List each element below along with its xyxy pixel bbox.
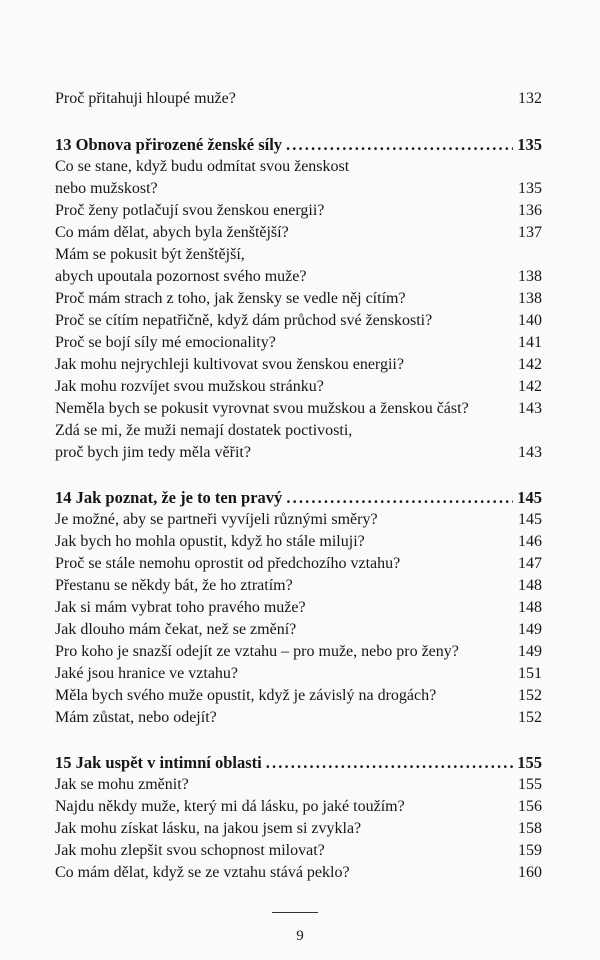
page-ref: 138 [518, 290, 542, 307]
chapter-heading [55, 487, 542, 509]
question-text: Proč se stále nemohu oprostit od předchozího vztahu? [55, 555, 401, 572]
leader-dots [286, 487, 513, 509]
page-ref: 136 [518, 202, 542, 219]
chapter-page: 155 [517, 753, 542, 772]
page-ref: 152 [518, 687, 542, 704]
toc-entry [55, 641, 542, 663]
page-ref: 141 [518, 334, 542, 351]
footer-rule [272, 912, 318, 913]
toc-entry [55, 575, 542, 597]
toc-entry [55, 597, 542, 619]
page-number: 9 [296, 928, 304, 944]
toc-entry [55, 685, 542, 707]
page-ref: 148 [518, 577, 542, 594]
question-text: Proč mám strach z toho, jak žensky se vedle něj cítím? [55, 290, 406, 307]
toc-entry [55, 442, 542, 464]
question-text: Mám zůstat, nebo odejít? [55, 709, 217, 726]
toc-entry [55, 663, 542, 685]
page-ref: 143 [518, 444, 542, 461]
page-ref: 151 [518, 665, 542, 682]
question-text: Jak dlouho mám čekat, než se změní? [55, 621, 297, 638]
question-text: nebo mužskost? [55, 180, 158, 197]
toc-entry [55, 840, 542, 862]
toc-content [55, 0, 542, 960]
toc-entry [55, 88, 542, 110]
toc-entry [55, 288, 542, 310]
question-text: Co mám dělat, když se ze vztahu stává peklo? [55, 864, 350, 881]
question-text: Co mám dělat, abych byla ženštější? [55, 224, 289, 241]
toc-entry [55, 420, 542, 442]
leader-dots [266, 752, 514, 774]
question-text: Zdá se mi, že muži nemají dostatek poctivosti, [55, 422, 353, 439]
chapter-title: 14 Jak poznat, že je to ten pravý [55, 488, 283, 507]
toc-entry [55, 862, 542, 884]
page-ref: 135 [518, 180, 542, 197]
leader-dots [286, 134, 513, 156]
toc-entry [55, 774, 542, 796]
toc-entry [55, 354, 542, 376]
question-text: Pro koho je snazší odejít ze vztahu – pro muže, nebo pro ženy? [55, 643, 459, 660]
question-text: Jak mohu rozvíjet svou mužskou stránku? [55, 378, 324, 395]
question-text: Jak mohu získat lásku, na jakou jsem si zvykla? [55, 820, 362, 837]
toc-entry [55, 509, 542, 531]
chapter-page: 135 [517, 135, 542, 154]
page-ref: 149 [518, 643, 542, 660]
toc-entry [55, 619, 542, 641]
page-ref: 137 [518, 224, 542, 241]
question-text: Proč se cítím nepatřičně, když dám průchod své ženskosti? [55, 312, 433, 329]
chapter-heading [55, 752, 542, 774]
toc-entry [55, 156, 542, 178]
page-ref: 152 [518, 709, 542, 726]
chapter-title: 13 Obnova přirozené ženské síly [55, 135, 283, 154]
question-text: Přestanu se někdy bát, že ho ztratím? [55, 577, 293, 594]
question-text: Měla bych svého muže opustit, když je závislý na drogách? [55, 687, 437, 704]
question-text: Jak mohu zlepšit svou schopnost milovat? [55, 842, 325, 859]
page-ref: 149 [518, 621, 542, 638]
toc-entry [55, 244, 542, 266]
toc-entry [55, 178, 542, 200]
page-ref: 142 [518, 378, 542, 395]
question-text: abych upoutala pozornost svého muže? [55, 268, 307, 285]
question-text: Jak si mám vybrat toho pravého muže? [55, 599, 306, 616]
question-text: Proč se bojí síly mé emocionality? [55, 334, 276, 351]
page-ref: 146 [518, 533, 542, 550]
toc-entry [55, 796, 542, 818]
toc-entry [55, 266, 542, 288]
page-ref: 142 [518, 356, 542, 373]
page-ref: 160 [518, 864, 542, 881]
toc-entry [55, 707, 542, 729]
page-ref: 132 [518, 90, 542, 107]
page-ref: 155 [518, 776, 542, 793]
toc-entry [55, 222, 542, 244]
toc-entry [55, 818, 542, 840]
page-ref: 140 [518, 312, 542, 329]
question-text: proč bych jim tedy měla věřit? [55, 444, 251, 461]
question-text: Je možné, aby se partneři vyvíjeli různými směry? [55, 511, 378, 528]
question-text: Co se stane, když budu odmítat svou ženskost [55, 158, 350, 175]
question-text: Proč ženy potlačují svou ženskou energii? [55, 202, 325, 219]
toc-entry [55, 310, 542, 332]
page-ref: 158 [518, 820, 542, 837]
question-text: Mám se pokusit být ženštější, [55, 246, 245, 263]
page-ref: 138 [518, 268, 542, 285]
toc-entry [55, 398, 542, 420]
question-text: Jak se mohu změnit? [55, 776, 189, 793]
toc-entry [55, 376, 542, 398]
toc-entry [55, 200, 542, 222]
question-text: Jaké jsou hranice ve vztahu? [55, 665, 239, 682]
page-ref: 147 [518, 555, 542, 572]
question-text: Proč přitahuji hloupé muže? [55, 90, 236, 107]
chapter-page: 145 [517, 488, 542, 507]
question-text: Najdu někdy muže, který mi dá lásku, po jaké toužím? [55, 798, 405, 815]
page-ref: 159 [518, 842, 542, 859]
chapter-title: 15 Jak uspět v intimní oblasti [55, 753, 262, 772]
page-ref: 143 [518, 400, 542, 417]
toc-entry [55, 553, 542, 575]
toc-entry [55, 531, 542, 553]
question-text: Jak bych ho mohla opustit, když ho stále miluji? [55, 533, 365, 550]
question-text: Jak mohu nejrychleji kultivovat svou ženskou energii? [55, 356, 404, 373]
chapter-heading [55, 134, 542, 156]
page-ref: 156 [518, 798, 542, 815]
page-ref: 145 [518, 511, 542, 528]
question-text: Neměla bych se pokusit vyrovnat svou mužskou a ženskou část? [55, 400, 469, 417]
toc-entry [55, 332, 542, 354]
page-ref: 148 [518, 599, 542, 616]
